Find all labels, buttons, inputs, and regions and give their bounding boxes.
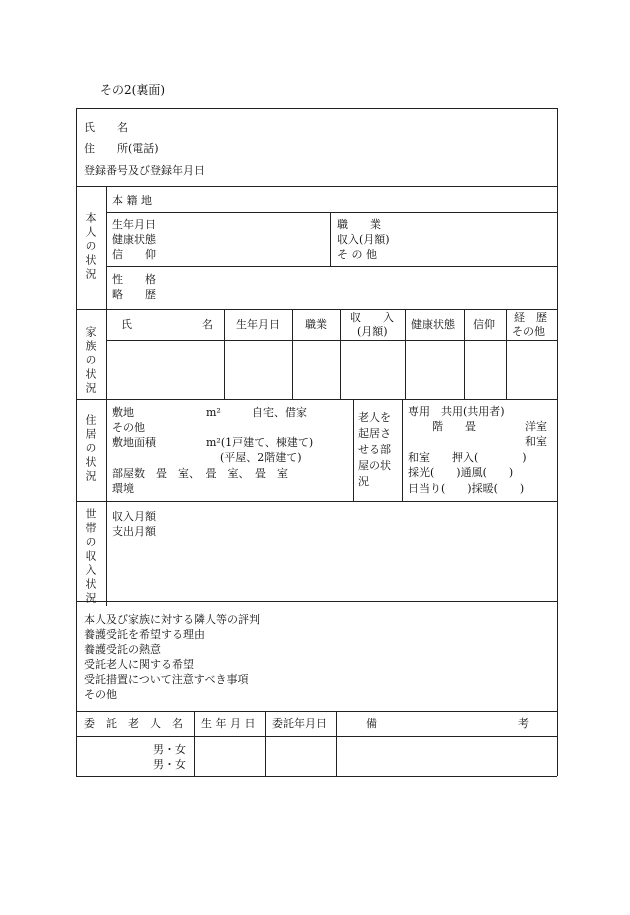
entrust-sex-1: 男・女 [153,743,186,756]
room-private: 専用 共用(共用者) [408,405,505,418]
household-income: 収入月額 [112,510,156,523]
health-label: 健康状態 [112,233,156,246]
site-unit: m² [206,406,221,419]
frame-top [76,108,557,109]
registration-label: 登録番号及び登録年月日 [84,164,205,177]
divider [405,309,406,399]
left-header-divider [106,186,107,606]
housing-other: その他 [112,421,145,434]
divider [76,601,557,602]
room-japanese: 和室 [525,435,547,448]
room-western: 洋室 [525,420,547,433]
env-label: 環境 [112,482,134,495]
rooms-label: 部屋数 畳 室、 畳 室、 畳 室 [112,467,288,480]
divider [506,309,507,399]
site-label: 敷地 [112,406,134,419]
birth-label: 生年月日 [112,218,156,231]
other-label: そ の 他 [337,248,377,261]
divider [292,309,293,399]
elderly-room-label: 老人を起居させる部屋の状況 [358,411,391,488]
family-col-faith: 信仰 [473,318,495,331]
divider [194,711,195,776]
income-label: 収入(月額) [337,233,390,246]
divider [76,736,557,737]
divider [265,711,266,776]
notes-line1: 本人及び家族に対する隣人等の評判 [84,613,260,626]
divider [76,501,557,502]
family-header: 家族の状況 [84,326,97,396]
room-sun: 日当り( )採暖( ) [408,482,525,495]
divider [464,309,465,399]
notes-line6: その他 [84,688,117,701]
room-floor: 階 畳 [432,420,476,433]
divider [76,399,557,400]
honseki-label: 本 籍 地 [112,194,152,207]
family-col-job: 職業 [305,318,327,331]
room-light: 採光( )通風( ) [408,466,514,479]
divider [330,212,331,266]
household-expense: 支出月額 [112,525,156,538]
divider [224,309,225,399]
family-col-name-b: 名 [202,318,213,331]
entrust-col-date: 委託年月日 [272,717,327,730]
entrust-col-remarks-a: 備 [366,717,377,730]
entrust-sex-2: 男・女 [153,758,186,771]
entrust-col-remarks-b: 考 [518,717,529,730]
page-title: その2(裏面) [100,83,165,97]
family-col-name-a: 氏 [121,318,132,331]
frame-bottom [76,776,557,777]
housing-header: 住居の状況 [84,414,97,484]
divider [76,309,557,310]
family-col-birth: 生年月日 [236,318,280,331]
family-col-health: 健康状態 [411,318,455,331]
job-label: 職 業 [337,218,381,231]
divider [336,711,337,776]
history-label: 略 歴 [112,288,156,301]
family-col-income-a: 収 入 [350,311,394,324]
divider [106,266,557,267]
divider [106,212,557,213]
divider [106,340,557,341]
area-detail2: (平屋、2階建て) [220,451,302,464]
family-col-history-a: 経 歴 [514,311,547,324]
entrust-col-birth: 生 年 月 日 [201,717,256,730]
self-header: 本人の状況 [84,212,97,282]
entrust-col-name: 委 託 老 人 名 [84,717,183,730]
notes-line4: 受託老人に関する希望 [84,658,194,671]
divider [340,309,341,399]
family-col-income-b: (月額) [357,325,388,338]
divider [402,399,403,501]
notes-line2: 養護受託を希望する理由 [84,628,205,641]
household-header: 世帯の収入状況 [84,508,97,606]
divider [76,186,557,187]
divider [353,399,354,501]
frame-right [557,108,558,776]
name-label: 氏 名 [84,121,128,134]
family-col-history-b: その他 [512,325,545,338]
area-label: 敷地面積 [112,436,156,449]
character-label: 性 格 [112,273,156,286]
address-label: 住 所(電話) [84,142,159,155]
notes-line5: 受託措置について注意すべき事項 [84,673,249,686]
site-type: 自宅、借家 [252,406,307,419]
divider [76,711,557,712]
notes-line3: 養護受託の熱意 [84,643,161,656]
area-detail: m²(1戸建て、棟建て) [206,436,314,449]
faith-label: 信 仰 [112,248,156,261]
frame-left [76,108,77,776]
room-closet: 和室 押入( ) [408,451,527,464]
